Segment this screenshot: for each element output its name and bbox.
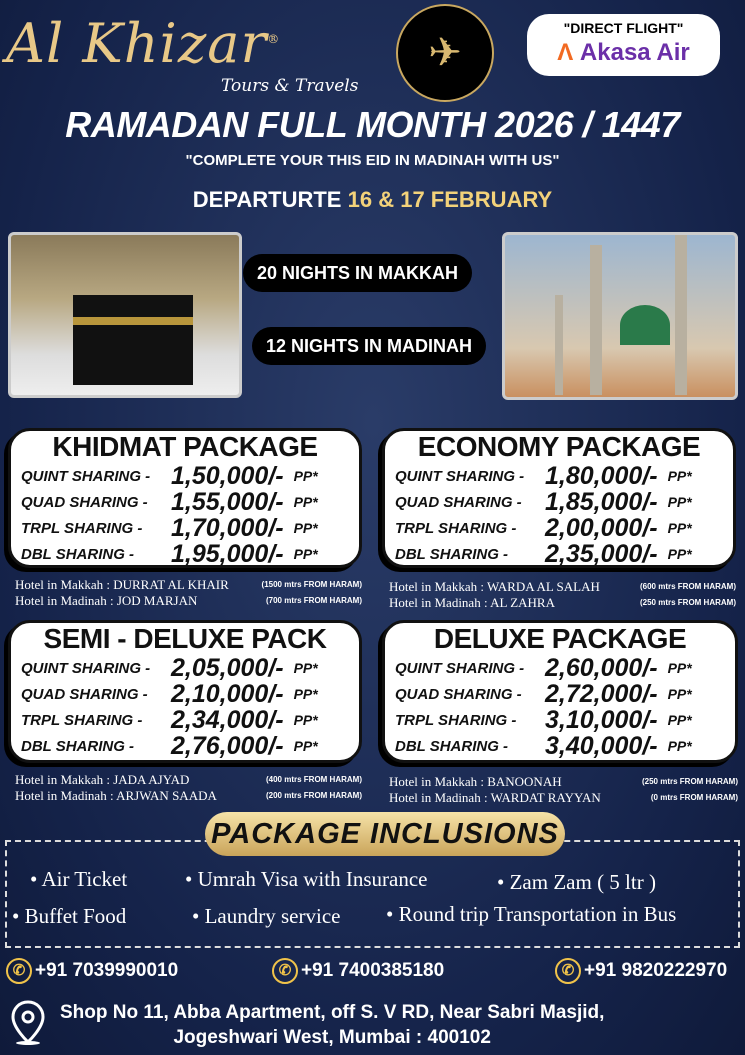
address-line-1: Shop No 11, Abba Apartment, off S. V RD, Near Sabri Masjid,	[60, 1002, 605, 1023]
price-unit: PP*	[293, 520, 318, 536]
price-unit: PP*	[667, 712, 692, 728]
distance-madinah: (200 mtrs FROM HARAM)	[265, 791, 362, 800]
price-row	[15, 541, 355, 567]
inclusion-item: • Zam Zam ( 5 ltr )	[497, 870, 656, 894]
distance-makkah: (400 mtrs FROM HARAM)	[265, 775, 362, 784]
inclusions-box	[5, 840, 740, 948]
package-name: SEMI - DELUXE PACK	[43, 623, 327, 654]
airline-badge	[527, 14, 720, 76]
page-title: RAMADAN FULL MONTH 2026 / 1447	[65, 104, 680, 145]
price-row	[15, 515, 355, 541]
price-unit: PP*	[293, 712, 318, 728]
price: 1,55,000/-	[171, 487, 284, 516]
departure-dates: 16 & 17 FEBRUARY	[347, 187, 553, 212]
price-unit: PP*	[293, 494, 318, 510]
package-card	[8, 428, 362, 568]
departure-label: DEPARTURTE	[192, 187, 342, 212]
price-row	[389, 541, 729, 567]
calligraphy-seal-icon: ✈	[396, 4, 494, 102]
price-unit: PP*	[667, 520, 692, 536]
price-row	[15, 681, 355, 707]
brand-name: Al Khizar	[6, 12, 268, 75]
package-card	[382, 428, 736, 568]
sharing-label: DBL SHARING -	[395, 737, 509, 755]
phone-icon: ✆	[6, 958, 32, 984]
price: 2,05,000/-	[171, 653, 284, 682]
sharing-label: QUINT SHARING -	[395, 659, 525, 677]
sharing-label: QUAD SHARING -	[21, 685, 148, 703]
phone-2[interactable]	[272, 958, 444, 984]
subtitle: "COMPLETE YOUR THIS EID IN MADINAH WITH US"	[185, 152, 560, 169]
price-unit: PP*	[293, 686, 318, 702]
price-unit: PP*	[293, 468, 318, 484]
hotel-madinah: Hotel in Madinah : WARDAT RAYYAN	[389, 790, 601, 805]
madinah-mosque-image	[502, 232, 738, 400]
sharing-label: DBL SHARING -	[21, 737, 135, 755]
price: 1,95,000/-	[171, 539, 284, 568]
distance-madinah: (0 mtrs FROM HARAM)	[650, 793, 738, 802]
price: 2,34,000/-	[171, 705, 284, 734]
price-row	[389, 463, 729, 489]
price-row	[15, 707, 355, 733]
inclusion-item: • Umrah Visa with Insurance	[185, 867, 428, 891]
price-unit: PP*	[667, 660, 692, 676]
distance-madinah: (250 mtrs FROM HARAM)	[639, 598, 736, 607]
direct-flight-label: "DIRECT FLIGHT"	[563, 20, 684, 36]
price-unit: PP*	[667, 738, 692, 754]
price: 2,35,000/-	[545, 539, 658, 568]
hotel-makkah: Hotel in Makkah : JADA AJYAD	[15, 772, 190, 787]
price-unit: PP*	[293, 546, 318, 562]
makkah-nights: 20 NIGHTS IN MAKKAH	[243, 254, 472, 292]
price: 3,10,000/-	[545, 705, 658, 734]
sharing-label: DBL SHARING -	[21, 545, 135, 563]
sharing-label: QUINT SHARING -	[21, 467, 151, 485]
hotel-madinah: Hotel in Madinah : ARJWAN SAADA	[15, 788, 217, 803]
departure	[0, 187, 745, 213]
phone-number: +91 7039990010	[35, 960, 179, 981]
hotel-info	[389, 579, 736, 611]
price-unit: PP*	[667, 686, 692, 702]
price-unit: PP*	[293, 660, 318, 676]
hotel-madinah: Hotel in Madinah : AL ZAHRA	[389, 595, 555, 610]
price-row	[389, 681, 731, 707]
sharing-label: TRPL SHARING -	[395, 519, 517, 537]
price-row	[15, 489, 355, 515]
brand-tagline: Tours & Travels	[221, 76, 359, 96]
price-row	[389, 489, 729, 515]
price-unit: PP*	[667, 494, 692, 510]
akasa-logo-icon: Λ	[557, 39, 580, 66]
sharing-label: QUAD SHARING -	[395, 493, 522, 511]
price: 3,40,000/-	[545, 731, 658, 760]
brand-logo	[6, 8, 386, 103]
package-card	[8, 620, 362, 763]
price: 2,72,000/-	[545, 679, 658, 708]
distance-makkah: (600 mtrs FROM HARAM)	[639, 582, 736, 591]
package-name: ECONOMY PACKAGE	[417, 431, 701, 462]
price-row	[15, 655, 355, 681]
price: 1,85,000/-	[545, 487, 658, 516]
inclusion-item: • Laundry service	[192, 904, 341, 928]
inclusions-title: PACKAGE INCLUSIONS	[205, 812, 565, 856]
kaaba-image	[8, 232, 242, 398]
distance-makkah: (250 mtrs FROM HARAM)	[641, 777, 738, 786]
phone-icon: ✆	[272, 958, 298, 984]
hotel-info	[15, 772, 362, 804]
price-unit: PP*	[667, 546, 692, 562]
phone-number: +91 9820222970	[584, 960, 728, 981]
package-card	[382, 620, 738, 763]
distance-madinah: (700 mtrs FROM HARAM)	[265, 596, 362, 605]
phone-icon: ✆	[555, 958, 581, 984]
price-row	[15, 733, 355, 759]
location-pin-icon	[8, 1000, 48, 1046]
madinah-nights: 12 NIGHTS IN MADINAH	[252, 327, 486, 365]
hotel-info	[389, 774, 738, 806]
address	[60, 1000, 604, 1050]
price: 1,50,000/-	[171, 461, 284, 490]
price-row	[389, 733, 731, 759]
phone-number: +91 7400385180	[301, 960, 445, 981]
phone-3[interactable]	[555, 958, 727, 984]
airline-name: Akasa Air	[579, 39, 690, 66]
sharing-label: TRPL SHARING -	[395, 711, 517, 729]
price-row	[15, 463, 355, 489]
phone-1[interactable]	[6, 958, 178, 984]
sharing-label: TRPL SHARING -	[21, 519, 143, 537]
address-line-2: Jogeshwari West, Mumbai : 400102	[173, 1027, 491, 1048]
price-row	[389, 515, 729, 541]
price: 1,80,000/-	[545, 461, 658, 490]
sharing-label: QUAD SHARING -	[395, 685, 522, 703]
hotel-madinah: Hotel in Madinah : JOD MARJAN	[15, 593, 198, 608]
package-name: KHIDMAT PACKAGE	[52, 431, 318, 462]
price: 2,10,000/-	[171, 679, 284, 708]
price-row	[389, 707, 731, 733]
price-unit: PP*	[667, 468, 692, 484]
price-row	[389, 655, 731, 681]
price: 2,60,000/-	[545, 653, 658, 682]
price-unit: PP*	[293, 738, 318, 754]
price: 2,00,000/-	[545, 513, 658, 542]
package-name: DELUXE PACKAGE	[433, 623, 687, 654]
hotel-makkah: Hotel in Makkah : WARDA AL SALAH	[389, 579, 600, 594]
sharing-label: DBL SHARING -	[395, 545, 509, 563]
price: 2,76,000/-	[171, 731, 284, 760]
sharing-label: QUINT SHARING -	[21, 659, 151, 677]
inclusion-item: • Buffet Food	[12, 904, 127, 928]
distance-makkah: (1500 mtrs FROM HARAM)	[261, 580, 362, 589]
sharing-label: TRPL SHARING -	[21, 711, 143, 729]
inclusion-item: • Air Ticket	[30, 867, 128, 891]
sharing-label: QUAD SHARING -	[21, 493, 148, 511]
hotel-info	[15, 577, 362, 609]
price: 1,70,000/-	[171, 513, 284, 542]
sharing-label: QUINT SHARING -	[395, 467, 525, 485]
inclusion-item: • Round trip Transportation in Bus	[386, 902, 677, 926]
hotel-makkah: Hotel in Makkah : DURRAT AL KHAIR	[15, 577, 229, 592]
hotel-makkah: Hotel in Makkah : BANOONAH	[389, 774, 562, 789]
registered-mark: ®	[267, 32, 281, 46]
